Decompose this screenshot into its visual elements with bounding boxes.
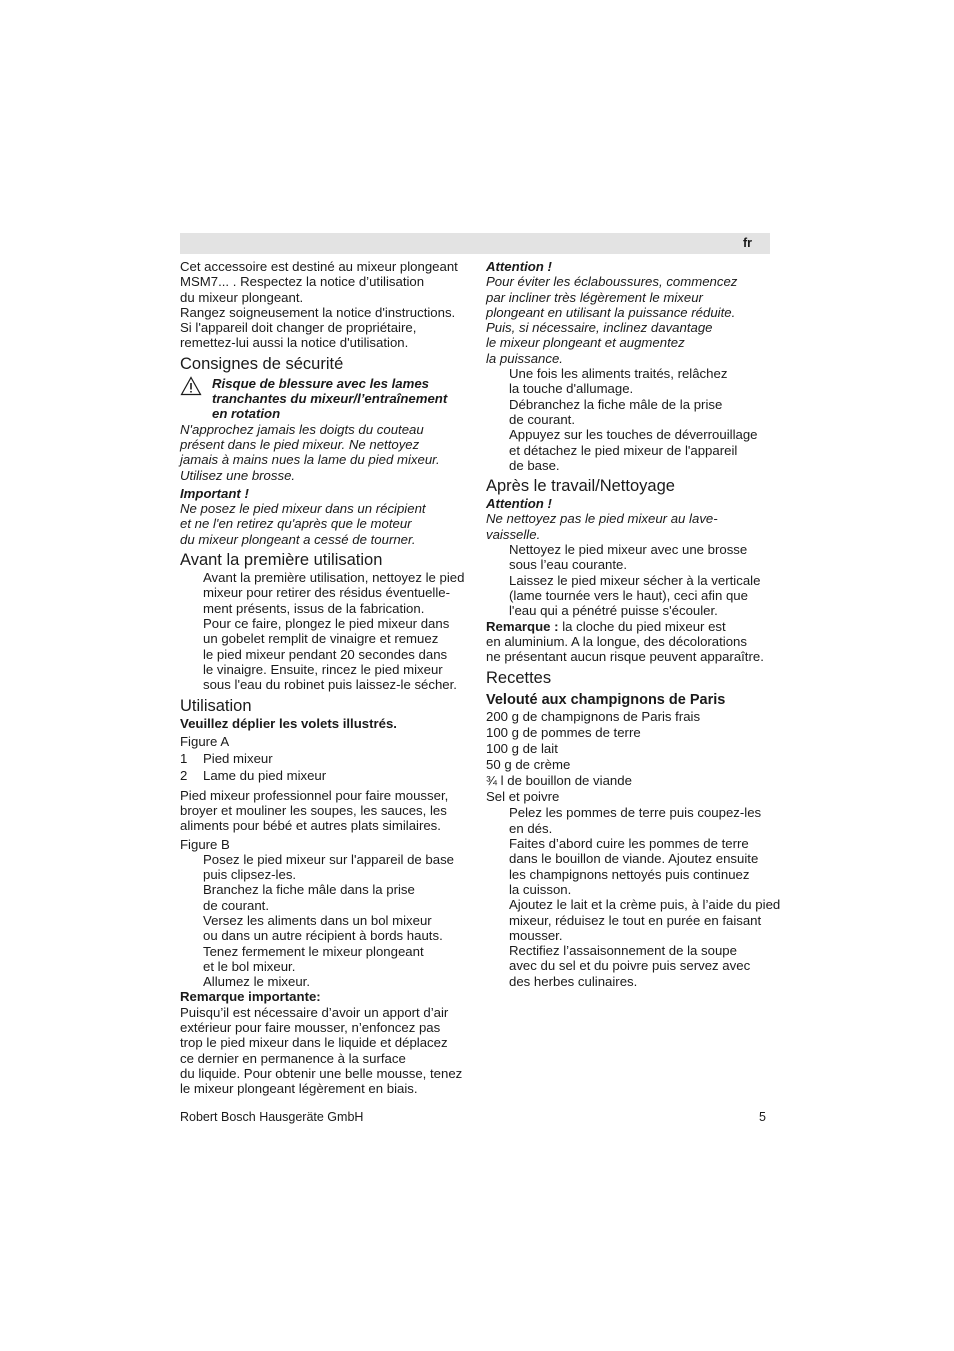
text-line: la touche d'allumage. (509, 381, 634, 397)
use-heading: Utilisation (180, 697, 252, 716)
ingredient: 100 g de lait (486, 741, 558, 757)
text-line: la puissance. (486, 350, 563, 366)
remarque-label: Remarque : (486, 618, 559, 634)
text-line: dans le bouillon de viande. Ajoutez ensuite (509, 851, 759, 867)
first-use-heading: Avant la première utilisation (180, 551, 383, 570)
text-line: plongeant en utilisant la puissance réduite. (486, 304, 736, 320)
text-line: un gobelet remplit de vinaigre et remuez (203, 631, 439, 647)
attention2-text (486, 511, 776, 542)
attention-label: Attention ! (486, 259, 552, 274)
text-line: Si l'appareil doit changer de propriétaire, (180, 320, 417, 336)
figure-b-steps (180, 852, 466, 990)
text-line: présent dans le pied mixeur. Ne nettoyez (180, 436, 420, 452)
text-line (486, 619, 776, 634)
page-footer (180, 1110, 766, 1124)
text-line: Faites d’abord cuire les pommes de terre (509, 836, 749, 852)
text-line: du liquide. Pour obtenir une belle mousse, tenez (180, 1065, 463, 1081)
text-line: du mixeur plongeant a cessé de tourner. (180, 531, 416, 547)
figure-b-label: Figure B (180, 836, 230, 852)
text-line: ce dernier en permanence à la surface (180, 1050, 406, 1066)
text-line: la cuisson. (509, 881, 572, 897)
text-line: Rectifiez l’assaisonnement de la soupe (509, 943, 737, 959)
text-line: Ne posez le pied mixeur dans un récipient (180, 501, 426, 517)
text-line: Pour éviter les éclaboussures, commencez (486, 274, 738, 290)
text-line: Rangez soigneusement la notice d'instructions. (180, 304, 456, 320)
ingredient-list (486, 709, 776, 805)
text-line: de courant. (203, 897, 269, 913)
text-line: extérieur pour faire mousser, n’enfoncez pas (180, 1020, 441, 1036)
text-line: par incliner très légèrement le mixeur (486, 289, 703, 305)
important-text (180, 501, 466, 547)
text-line: et le bol mixeur. (203, 958, 296, 974)
text-line: les champignons nettoyés puis continuez (509, 866, 750, 882)
right-column (486, 259, 781, 989)
text-line: Laissez le pied mixeur sécher à la verticale (509, 572, 761, 588)
intro-paragraph (180, 259, 466, 351)
text-line: Cet accessoire est destiné au mixeur plongeant (180, 259, 458, 274)
text-line: aliments pour bébé et autres plats similaires. (180, 818, 441, 834)
text-line: mixeur pour retirer des résidus éventuelle- (203, 585, 451, 601)
ingredient: 100 g de pommes de terre (486, 725, 641, 741)
legend-label: Lame du pied mixeur (203, 768, 327, 784)
warning-text (180, 422, 466, 483)
figure-a-label: Figure A (180, 733, 230, 749)
page-number: 5 (759, 1110, 766, 1124)
language-bar (180, 233, 770, 254)
remark-label: Remarque importante: (180, 989, 321, 1005)
text-line: du mixeur plongeant. (180, 289, 304, 305)
unfold-note: Veuillez déplier les volets illustrés. (180, 716, 397, 732)
text-line: Versez les aliments dans un bol mixeur (203, 912, 432, 928)
ingredient: 200 g de champignons de Paris frais (486, 709, 701, 725)
ingredient: ¾ l de bouillon de viande (486, 773, 632, 789)
text-line: Allumez le mixeur. (203, 974, 310, 990)
legend-label: Pied mixeur (203, 751, 273, 767)
text-line: broyer et mouliner les soupes, les sauces, les (180, 802, 447, 818)
text-line: Posez le pied mixeur sur l'appareil de base (203, 851, 455, 867)
important-label: Important ! (180, 485, 249, 501)
first-use-text (180, 570, 466, 692)
text-line: Puisqu’il est nécessaire d’avoir un apport d’air (180, 1004, 449, 1020)
text-line: (lame tournée vers le haut), ceci afin que (509, 587, 748, 603)
text-line: Branchez la fiche mâle dans la prise (203, 882, 415, 898)
legend-item (180, 768, 466, 783)
text-line: Pour ce faire, plongez le pied mixeur dans (203, 615, 450, 631)
text-line: vaisselle. (486, 526, 541, 542)
text-line: sous l’eau courante. (509, 557, 628, 573)
text-line: et ne l'en retirez qu'après que le moteur (180, 516, 412, 532)
recipe-steps (486, 805, 781, 989)
warning-line: en rotation (212, 406, 281, 422)
language-code: fr (742, 236, 752, 250)
safety-heading: Consignes de sécurité (180, 354, 344, 373)
warning-block (180, 376, 466, 422)
remark-text (180, 1005, 466, 1097)
company-name: Robert Bosch Hausgeräte GmbH (180, 1110, 364, 1124)
text-line: Pelez les pommes de terre puis coupez-les (509, 805, 762, 821)
text-line: le vinaigre. Ensuite, rincez le pied mixeur (203, 661, 443, 677)
cleaning-steps (486, 542, 776, 618)
text-line: jamais à mains nues la lame du pied mixeur. (180, 452, 440, 468)
use-text (180, 788, 466, 834)
cleaning-heading: Après le travail/Nettoyage (486, 477, 675, 496)
text-line: MSM7... . Respectez la notice d’utilisation (180, 274, 425, 290)
ingredient: Sel et poivre (486, 789, 560, 805)
text-line: N'approchez jamais les doigts du couteau (180, 421, 424, 437)
legend-number: 2 (180, 768, 188, 784)
warning-triangle-icon (180, 376, 202, 396)
text-line: Ne nettoyez pas le pied mixeur au lave- (486, 511, 718, 527)
text-line: Pied mixeur professionnel pour faire mousser, (180, 787, 449, 803)
attention-text (486, 274, 776, 366)
text-line: Nettoyez le pied mixeur avec une brosse (509, 542, 748, 558)
warning-line: Risque de blessure avec les lames (212, 375, 429, 391)
text-line: mixeur, réduisez le tout en purée en faisant (509, 912, 762, 928)
text-line: avec du sel et du poivre puis servez avec (509, 958, 751, 974)
text-line: ou dans un autre récipient à bords hauts. (203, 928, 443, 944)
text-line: Appuyez sur les touches de déverrouillage (509, 427, 758, 443)
text-line: et détachez le pied mixeur de l'appareil (509, 442, 738, 458)
text-line: en aluminium. A la longue, des décolorations (486, 633, 747, 649)
text-line: mousser. (509, 927, 563, 943)
attention2-label: Attention ! (486, 496, 552, 512)
text-line: Ajoutez le lait et la crème puis, à l’aide du pied (509, 897, 781, 913)
text-line: puis clipsez-les. (203, 867, 297, 883)
text-line: Utilisez une brosse. (180, 467, 296, 483)
legend-number: 1 (180, 751, 188, 767)
text-line: sous l'eau du robinet puis laissez-le sécher. (203, 677, 457, 693)
text-line: trop le pied mixeur dans le liquide et déplacez (180, 1035, 448, 1051)
text-line: Tenez fermement le mixeur plongeant (203, 943, 424, 959)
text-line: de base. (509, 457, 560, 473)
text-line: remettez-lui aussi la notice d'utilisation. (180, 335, 409, 351)
text-line: le pied mixeur pendant 20 secondes dans (203, 646, 448, 662)
stop-steps (486, 366, 776, 473)
legend-item (180, 751, 466, 766)
text-line: en dés. (509, 820, 553, 836)
warning-line: tranchantes du mixeur/l’entraînement (212, 391, 448, 407)
text-line: le mixeur plongeant légèrement en biais. (180, 1081, 418, 1097)
ingredient: 50 g de crème (486, 757, 571, 773)
text-line: le mixeur plongeant et augmentez (486, 335, 685, 351)
remarque-paragraph (486, 619, 776, 665)
text-line: Une fois les aliments traités, relâchez (509, 366, 728, 382)
recipes-heading: Recettes (486, 669, 552, 688)
text-line: ne présentant aucun risque peuvent apparaître. (486, 649, 764, 665)
text-line: Avant la première utilisation, nettoyez le pied (203, 570, 465, 586)
text-line: des herbes culinaires. (509, 973, 638, 989)
text-line: Débranchez la fiche mâle de la prise (509, 396, 723, 412)
text-line: ment présents, issus de la fabrication. (203, 600, 425, 616)
remarque-first: la cloche du pied mixeur est (558, 618, 726, 634)
recipe-title: Velouté aux champignons de Paris (486, 692, 726, 709)
text-line: Puis, si nécessaire, inclinez davantage (486, 320, 713, 336)
text-line: l'eau qui a pénétré puisse s'écouler. (509, 603, 718, 619)
left-column (180, 259, 466, 1097)
text-line: de courant. (509, 411, 575, 427)
